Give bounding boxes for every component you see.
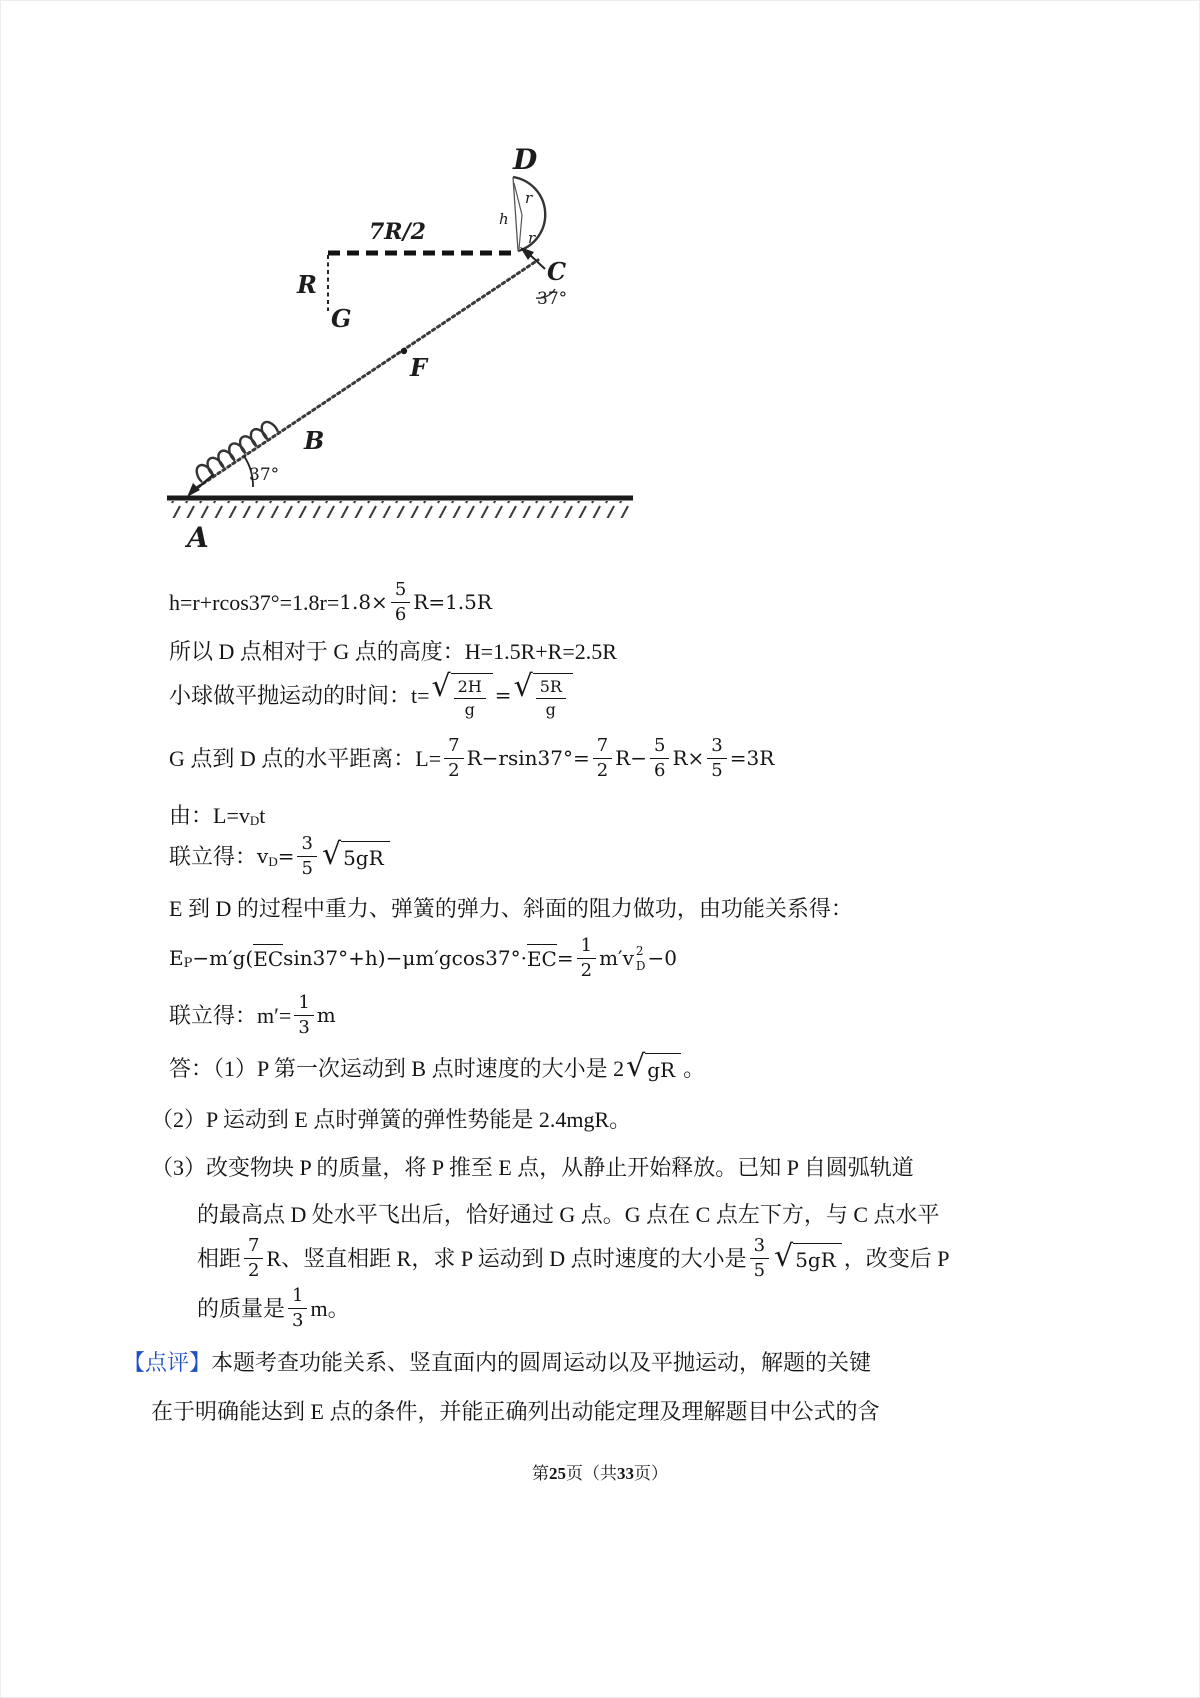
height-h-label: h <box>499 210 509 228</box>
answer-3-part4 <box>197 1287 350 1330</box>
text-run: R× <box>672 746 705 770</box>
text-run: R− <box>615 746 647 770</box>
fraction-3-5: $\frac{3}{5}$ <box>297 835 316 878</box>
answer-3-part3 <box>197 1237 950 1280</box>
sqrt-5r-g: √ $\frac{5R}{g}$ <box>514 673 573 718</box>
text-run: sin37°+h)−μm′gcos37°· <box>283 946 527 970</box>
text-run: （2）P 运动到 E 点时弹簧的弹性势能是 2.4mgR。 <box>151 1107 632 1132</box>
point-d-label: D <box>513 143 538 176</box>
eq-mass-result <box>169 994 336 1037</box>
eq-horizontal-distance <box>169 737 774 780</box>
text-run: −m′g( <box>192 946 254 970</box>
text-run: m。 <box>310 1295 350 1321</box>
fraction-5-6: $\frac{5}{6}$ <box>650 737 669 780</box>
point-g-label: G <box>331 304 352 333</box>
text-run: −0 <box>647 946 677 970</box>
text-run: t <box>259 803 266 828</box>
text-run: 的质量是 <box>197 1295 286 1321</box>
page-footer <box>1 1459 1199 1484</box>
answer-1 <box>169 1049 706 1084</box>
text-run: 由：L=v <box>169 803 250 828</box>
incline-line <box>198 260 538 487</box>
answer-2 <box>151 1105 631 1135</box>
text-run: （3）改变物块 P 的质量，将 P 推至 E 点，从静止开始释放。已知 P 自圆弧轨道 <box>151 1155 914 1180</box>
point-c-label: C <box>547 257 567 286</box>
comment-line-1 <box>123 1348 871 1378</box>
answer-3-part1 <box>151 1153 914 1183</box>
subscript-p: P <box>183 955 193 971</box>
eq-height-h <box>169 581 492 624</box>
text-run: = <box>277 844 295 868</box>
overline-ec: EC <box>527 944 557 973</box>
physics-diagram <box>151 121 671 571</box>
ground-hatching <box>167 501 631 518</box>
text-run: 的最高点 D 处水平飞出后，恰好通过 G 点。G 点在 C 点左下方，与 C 点水平 <box>197 1202 940 1227</box>
point-f-dot <box>401 348 407 354</box>
text-run: R−rsin37°= <box>466 746 590 770</box>
text-run: 答：（1）P 第一次运动到 B 点时速度的大小是 2 <box>169 1055 625 1081</box>
point-b-label: B <box>304 426 325 455</box>
fraction-5-6: $\frac{5}{6}$ <box>391 581 410 624</box>
text-run: 。 <box>683 1055 706 1081</box>
subscript-d: D <box>268 853 278 869</box>
text-run: ，改变后 P <box>843 1245 950 1271</box>
distance-r-label: R <box>297 270 317 299</box>
fraction-7-2: $\frac{7}{2}$ <box>593 737 612 780</box>
text-run: =3R <box>729 746 775 770</box>
sqrt-2h-g: √ $\frac{2H}{g}$ <box>432 673 493 718</box>
text-run: R、竖直相距 R，求 P 运动到 D 点时速度的大小是 <box>266 1245 747 1271</box>
text-run: 所以 D 点相对于 G 点的高度：H=1.5R+R=2.5R <box>169 639 617 664</box>
eq-vd-result <box>169 835 392 878</box>
sqrt-5gr: √ 5gR <box>322 841 390 872</box>
comment-tag: 【点评】 <box>123 1350 212 1375</box>
text-run: E 到 D 的过程中重力、弹簧的弹力、斜面的阻力做功，由功能关系得： <box>169 896 853 921</box>
text-run: 在于明确能达到 E 点的条件，并能正确列出动能定理及理解题目中公式的含 <box>151 1399 880 1424</box>
fraction-3-5: $\frac{3}{5}$ <box>750 1237 769 1280</box>
arrowhead-c <box>520 247 534 260</box>
footer-text: 页） <box>634 1464 668 1483</box>
radical-sign: √ <box>513 669 533 704</box>
comment-line-2 <box>151 1397 879 1427</box>
text-run: m′v <box>599 946 634 970</box>
text-run: = <box>494 683 512 707</box>
fraction-7-2: $\frac{7}{2}$ <box>444 737 463 780</box>
text-run: 本题考查功能关系、竖直面内的圆周运动以及平抛运动，解题的关键 <box>211 1350 872 1375</box>
fraction-1-3: $\frac{1}{3}$ <box>294 994 313 1037</box>
radical-sign: √ <box>321 837 342 872</box>
footer-text: 页（共 <box>566 1464 617 1483</box>
radius-r-top-label: r <box>525 189 533 207</box>
text-run: 小球做平抛运动的时间：t= <box>169 682 430 708</box>
eq-projectile-time <box>169 669 575 719</box>
radical-sign: √ <box>774 1239 794 1274</box>
text-run: = <box>556 946 574 970</box>
text-run: m <box>316 1003 336 1027</box>
fraction-1-2: $\frac{1}{2}$ <box>577 937 596 980</box>
text-run: G 点到 D 点的水平距离：L= <box>169 745 442 771</box>
text-run: 相距 <box>197 1245 242 1271</box>
footer-page-number: 25 <box>549 1464 566 1483</box>
radical-sign: √ <box>626 1049 646 1084</box>
text-run: 联立得： <box>169 843 258 869</box>
line-work-energy-intro <box>169 894 853 924</box>
sup-sub-vd2: 2 D <box>635 944 646 973</box>
answer-3-part2 <box>197 1200 940 1230</box>
distance-7r2-label: 7R/2 <box>369 219 426 245</box>
text-run: 联立得：m′= <box>169 1002 292 1028</box>
fraction-3-5: $\frac{3}{5}$ <box>707 737 726 780</box>
spring-base-arrowhead <box>187 483 200 497</box>
text-run: E <box>169 946 184 970</box>
fraction-7-2: $\frac{7}{2}$ <box>244 1237 263 1280</box>
text-run: 1.8× <box>339 590 388 614</box>
eq-energy-relation <box>169 937 677 980</box>
subscript-d: D <box>249 813 260 829</box>
text-run: h=r+rcos37°=1.8r= <box>169 589 340 615</box>
line-d-height <box>169 637 617 667</box>
radius-r-bottom-label: r <box>528 229 536 247</box>
fraction-1-3: $\frac{1}{3}$ <box>288 1287 307 1330</box>
c-angle-label: 37° <box>537 289 568 309</box>
text-run: v <box>257 844 269 868</box>
footer-text: 第 <box>532 1464 549 1483</box>
radical-sign: √ <box>431 669 451 704</box>
incline-angle-label: 37° <box>249 465 280 485</box>
point-a-label: A <box>187 521 209 554</box>
overline-ec: EC <box>253 944 283 973</box>
footer-total-pages: 33 <box>617 1464 634 1483</box>
text-run: R=1.5R <box>413 590 492 614</box>
sqrt-5gr: √ 5gR <box>774 1243 842 1274</box>
eq-l-vdt <box>169 801 265 831</box>
point-f-label: F <box>410 353 428 382</box>
sqrt-gr: √ gR <box>626 1053 681 1084</box>
radius-line-bottom <box>519 215 522 249</box>
